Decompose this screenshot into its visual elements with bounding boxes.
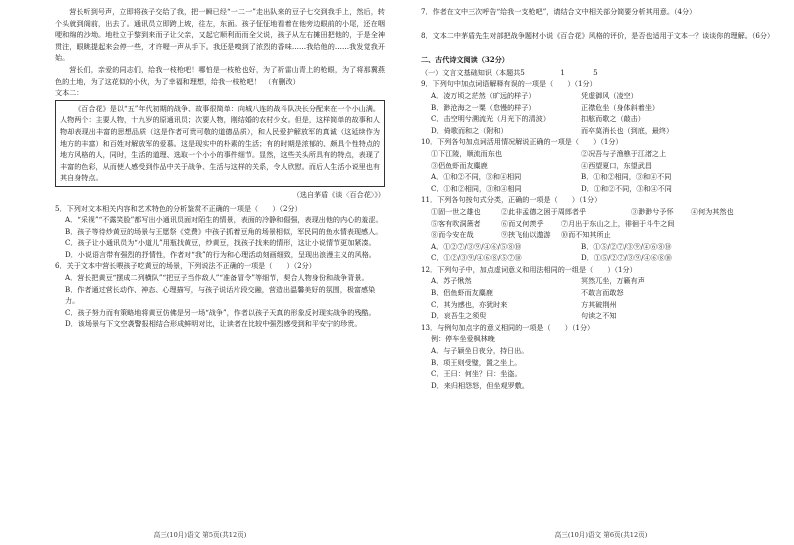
q10-options bbox=[421, 171, 781, 194]
question-5: 5．下列对文本相关内容和艺术特色的分析鉴赏不正确的一项是（ ）（2分） bbox=[55, 203, 302, 213]
q9-c-right: 扣舷而歌之（敲击） bbox=[581, 114, 645, 124]
q9-b-left: B．渺沧海之一粟（怠慢的样子） bbox=[431, 102, 536, 112]
q12-options bbox=[421, 275, 781, 321]
right-column bbox=[421, 6, 781, 391]
q10-sentences bbox=[421, 148, 781, 171]
question-9: 9．下列句中加点词语解释有误的一项是（ ）（1分） bbox=[421, 79, 597, 89]
q10-option-c: C．①和②相同，③和④相同 bbox=[431, 183, 522, 193]
q6-option-d: D．该场景与下文空袭警报相结合形成鲜明对比，让读者在比较中强烈感受到和平安宁的珍贵。 bbox=[65, 319, 362, 329]
q5-option-a: A．“采视”“不露笑脸”都写出小通讯员面对陌生的情景，表面的冷静和倔强，表现出他的内心的羞涩。 bbox=[65, 215, 383, 225]
q11-row-2 bbox=[421, 218, 781, 230]
q11-s6: ⑥而又何羡乎 bbox=[501, 218, 544, 228]
q10-s2: ②况吾与子渔樵于江渚之上 bbox=[581, 148, 667, 158]
right-page-footer: 高三(10月)语文 第6页(共12页) bbox=[554, 531, 648, 539]
question-7: 7．作者在文中三次呼告“给我一支枪吧”，请结合文中相关部分简要分析其用意。（4分） bbox=[421, 7, 697, 16]
q13-option-d: D．来归相怨怒，但坐观罗敷。 bbox=[431, 380, 529, 390]
q11-options bbox=[421, 241, 781, 264]
q10-option-a: A．①和②不同，③和④相同 bbox=[431, 172, 522, 182]
q9-options bbox=[421, 90, 781, 136]
q11-s8: ⑧而今安在哉 bbox=[431, 230, 474, 240]
paragraph-2: 营长们，亲爱的同志们，给我一枝枪吧！哪怕是一枝枪也好，为了祈雷山青上的枪眼，为了将那冀燕色的土地，为了这花似的小伙，为了幸福和理想，给我一枝枪吧！ （有删改） bbox=[55, 64, 385, 86]
q13-option-a: A．与子颖坐日夜分，持日出。 bbox=[431, 346, 529, 356]
q12-d-right: 句读之不知 bbox=[581, 311, 617, 321]
q13-option-b: B．项王则受璧，置之坐上。 bbox=[431, 357, 522, 367]
section-heading: 二、古代诗文阅读（32分） bbox=[421, 55, 509, 65]
q9-a-right: 凭虚御风（凌空） bbox=[581, 90, 638, 100]
q12-d-left: D．哀吾生之须臾 bbox=[431, 311, 487, 321]
q11-option-d: D．①⑤/②⑦/③⑨/④⑥⑧⑩ bbox=[581, 253, 672, 263]
q13-example: 例：停车坐爱枫林晚 bbox=[431, 334, 495, 344]
q9-b-right: 正襟危坐（身体斜着坐） bbox=[581, 102, 660, 112]
q11-s5: ⑤客有吹洞箫者 bbox=[431, 218, 481, 228]
q12-c-left: C．其为感也，亦犹时来 bbox=[431, 299, 508, 309]
q9-d-right: 而卒莫消长也（到底，最终） bbox=[581, 125, 674, 135]
q12-a-left: A．苏子愀然 bbox=[431, 276, 472, 286]
q11-s2: ②此非孟德之困于周郎者乎 bbox=[501, 206, 587, 216]
q5-option-b: B．孩子等待炒黄豆的场景与王愿祭《党费》中孩子抓着豆角的场景相似，军民同的鱼水情表现感人。 bbox=[65, 226, 383, 236]
q12-b-left: B．侣鱼虾而友麋鹿 bbox=[431, 288, 493, 298]
q6-option-b: B．作者通过营长动作、神态、心理描写，与孩子说话片段交融，营造出温馨美好的氛围，极富感染力。 bbox=[65, 284, 376, 306]
right-page bbox=[408, 0, 794, 545]
q11-s1: ①固一世之雄也 bbox=[431, 206, 481, 216]
answer-space-8 bbox=[421, 41, 781, 53]
subsection-heading: （一）文言文基础知识（本题共5 1 5 bbox=[421, 67, 598, 77]
question-10: 10．下列各句加点词活用情况解说正确的一项是（ ）（1分） bbox=[421, 137, 623, 147]
q6-option-c: C．孩子努力而有策略地将黄豆仿佛是另一场“战争”，作者以孩子天真的形象反衬现实战争的残酷。 bbox=[65, 307, 376, 317]
q9-d-left: D．倚歌而和之（附和） bbox=[431, 125, 508, 135]
q12-c-right: 方其破荆州 bbox=[581, 299, 617, 309]
q11-s10: ⑩而不知其所止 bbox=[561, 230, 611, 240]
q9-c-left: C．击空明兮溯流光（月光下的清波） bbox=[431, 114, 550, 124]
left-column bbox=[55, 6, 385, 330]
q11-option-b: B．①⑤/②⑦/③⑨/④⑥⑧⑩ bbox=[581, 241, 672, 251]
q11-s7: ⑦月出于东山之上，徘徊于斗牛之间 bbox=[561, 218, 675, 228]
q11-s4: ④何为其然也 bbox=[691, 206, 734, 216]
q6-option-a: A．营长把黄豆“摆成二列横队”“把豆子当作敌人”“准备冒令”等细节，契合人物身份和战争背景。 bbox=[65, 273, 369, 283]
question-12: 12．下列句子中，加点虚词意义和用法相同的一组是（ ）（1分） bbox=[421, 264, 637, 274]
q11-option-c: C．①②/③⑨/④⑥⑧/⑤⑦⑩ bbox=[431, 253, 522, 263]
q9-a-left: A．凌万顷之茫然（旷远的样子） bbox=[431, 90, 536, 100]
q11-s3: ③渺渺兮予怀 bbox=[631, 206, 674, 216]
q11-row-3 bbox=[421, 229, 781, 241]
q10-s4: ④西望夏口，东望武昌 bbox=[581, 160, 652, 170]
question-11: 11．下列各句按句式分类，正确的一项是（ ）（1分） bbox=[421, 195, 602, 205]
q5-option-d: D．小说语言带有强烈的抒情性，作者对“我”的行为和心理活动刻画细致，呈现出浪漫主义的风格。 bbox=[65, 249, 376, 259]
text2-label: 文本二： bbox=[55, 88, 84, 98]
q10-option-d: D．①和②不同，③和④不同 bbox=[581, 183, 672, 193]
q10-s3: ③侣鱼虾而友麋鹿 bbox=[431, 160, 488, 170]
q13-option-c: C．王曰：何坐？曰：坐盗。 bbox=[431, 369, 522, 379]
q10-s1: ①下江陵，顺流而东也 bbox=[431, 148, 502, 158]
left-page-footer: 高三(10月)语文 第5页(共12页) bbox=[153, 531, 247, 539]
q10-option-b: B．①和②相同，③和④不同 bbox=[581, 172, 672, 182]
text2-box bbox=[55, 100, 385, 187]
q12-a-right: 冥然兀坐，万籁有声 bbox=[581, 276, 645, 286]
question-6: 6．关于文本中营长喂孩子吃黄豆的场景，下列说法不正确的一项是（ ）（2分） bbox=[55, 261, 316, 271]
paragraph-1: 营长听到号声，立即将孩子交给了我，把一瞬已经“一二一”走出队来的豆子七交到我手上，然后，转个头就到阁前，出去了。通讯员立即跨上坡，往左，东面。孩子怔怔地看着在他旁边眼前的小尾，还在咽哽和绵的沙坳。地杜立于黎到来而子让父亲，又起它顺利而而全父说，孩子从左右摊田把他的，于是全神贯注，眼眺提起来会停一些，才许喔一声从手下。我还是嗅到了浓烈的香味……我给他的……我发觉我开始。 bbox=[55, 7, 385, 63]
source-citation: （选自茅盾《谈〈百合花〉》） bbox=[292, 189, 385, 199]
answer-space-7 bbox=[421, 18, 781, 30]
q11-option-a: A．①②⑦/③⑨/④⑥/⑤⑧⑩ bbox=[431, 241, 522, 251]
text2-content: 《百合花》是以“五”年代初期的战争、故事很简单：向城八连的战斗队决长分配来在一个小山满。人物两个：主要人物，十九岁的原通讯员；次要人物，刚结婚的农村少女。但是，这样简单的故事和人物却表现出丰富的思想品质（这是作者可贵可敬的道德品质），和人民爱护解放军的真诚（这延续作为地方的丰富）和百姓对解放军的爱慕。这是现实中的朴素的生活；有的时期是浓郁的、颇具个性特点的地方风格的人，同时，生活的道理、选取一个小小的事件细节。显然，这些关头所具有的特点，表现了丰富的色彩，从而使人感受到作品中关于战争、生活与这样的关系，令人欣慰。而后人生活小说里也有其自身特点。 bbox=[60, 103, 380, 183]
question-13: 13．与例句加点字的意义相同的一项是（ ）（1分） bbox=[421, 322, 595, 332]
question-8: 8．文本二中茅盾先生对部把战争题材小说《百合花》风格的评价，是否也适用于文本一？谈谈你的理解。（6分） bbox=[421, 30, 775, 40]
q11-s9: ⑨挟飞仙以遨游 bbox=[501, 230, 551, 240]
q11-row-1 bbox=[421, 206, 781, 218]
q12-b-right: 不敢言而敢怒 bbox=[581, 288, 624, 298]
q5-option-c: C．孩子让小通讯员为“小道儿”用瓶找黄豆，炒黄豆，找孩子找来的情形，这让小说情节更加紧凑。 bbox=[65, 238, 376, 248]
